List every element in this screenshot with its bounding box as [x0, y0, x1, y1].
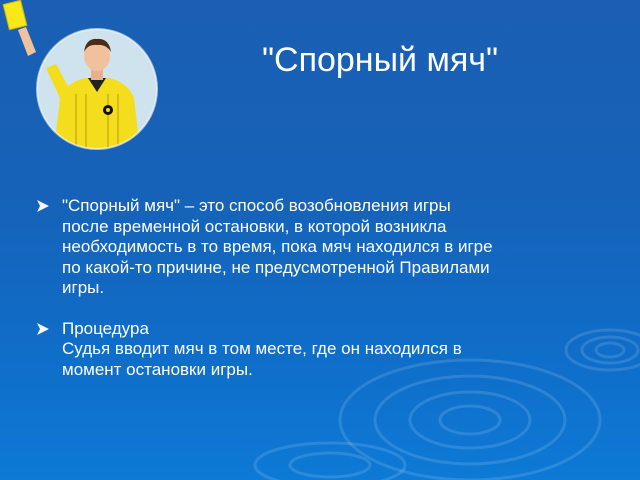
bullet-text-line: по какой-то причине, не предусмотренной Правилами: [62, 257, 490, 277]
bullet-text-line: момент остановки игры.: [62, 359, 253, 379]
bullet-text-line: необходимость в то время, пока мяч находился в игре: [62, 237, 493, 256]
bullet-text-line: Процедура: [62, 318, 149, 338]
bullet-text-line: "Спорный мяч" – это способ возобновления игры: [62, 196, 451, 215]
bullet-definition: [36, 196, 606, 299]
referee-with-yellow-card-icon: [36, 28, 158, 150]
arrow-bullet-icon: [36, 199, 50, 213]
bullet-procedure: [36, 319, 606, 381]
slide-title: "Спорный мяч": [261, 41, 499, 79]
bullet-text-line: после временной остановки, в которой возникла: [62, 216, 447, 236]
bullet-text-line: игры.: [62, 278, 105, 297]
bullet-list: [36, 196, 606, 400]
yellow-card-icon: [0, 0, 40, 60]
bullet-text-line: Судья вводит мяч в том месте, где он находился в: [62, 339, 462, 358]
arrow-bullet-icon: [36, 322, 50, 336]
